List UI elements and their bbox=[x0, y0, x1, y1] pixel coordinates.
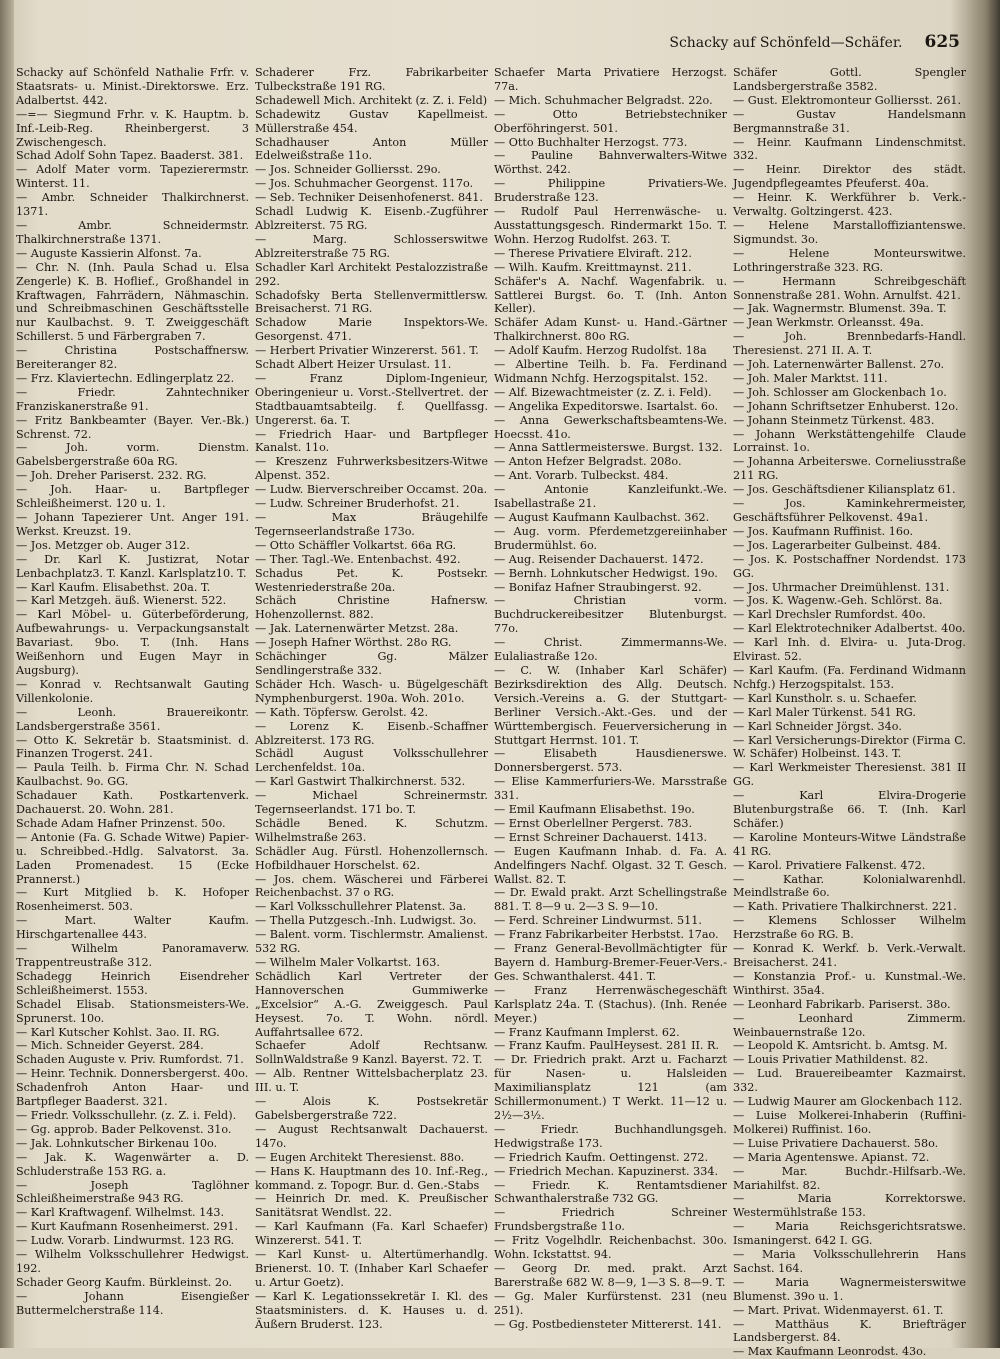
directory-entry: — Helene Marstalloffiziantenswe. Sigmundst. 3o. bbox=[733, 218, 966, 246]
directory-entry: Schadel Elisab. Stationsmeisters-We. Sprunerst. 10o. bbox=[16, 997, 249, 1025]
directory-entry: — Ambr. Schneider Thalkirchnerst. 1371. bbox=[16, 191, 249, 219]
directory-entry: — Joh. Schlosser am Glockenbach 1o. bbox=[733, 385, 947, 399]
directory-entry: — Leonhard Fabrikarb. Pariserst. 38o. bbox=[733, 997, 951, 1011]
directory-entry: — Karl Versicherungs-Direktor (Firma C. W. Schäfer) Holbeinst. 143. T. bbox=[733, 733, 966, 761]
directory-entry: — Ther. Tagl.-We. Entenbachst. 492. bbox=[255, 552, 461, 566]
directory-entry: — Kurt Kaufmann Rosenheimerst. 291. bbox=[16, 1220, 239, 1234]
directory-entry: Schadauer Kath. Postkartenverk. Dachauerst. 20. Wohn. 281. bbox=[16, 789, 249, 817]
directory-entry: — Karl Möbel- u. Güterbeförderung, Aufbewahrungs- u. Verpackungsanstalt Bavariast. 9bo. T. (Inh. Hans Weißenhorn und Eugen Mayr in Augsburg). bbox=[16, 608, 249, 677]
directory-entry: — Philippine Privatiers-We. Bruderstraße 123. bbox=[494, 177, 727, 205]
directory-entry: Schädl August Volksschullehrer Lerchenfeldst. 10a. bbox=[255, 747, 488, 775]
page-number: 625 bbox=[924, 32, 960, 52]
directory-entry: — Friedr. Buchhandlungsgeh. Hedwigstraße 173. bbox=[494, 1122, 727, 1150]
directory-entry: — Johanna Arbeiterswe. Corneliusstraße 211 RG. bbox=[733, 455, 966, 483]
directory-entry: Schadl Ludwig K. Eisenb.-Zugführer Ablzreiterst. 75 RG. bbox=[255, 205, 488, 232]
directory-entry: — Friedrich Haar- und Bartpfleger Kanalst. 11o. bbox=[255, 427, 488, 455]
directory-entry: — Elise Kammerfuriers-We. Marsstraße 331. bbox=[494, 775, 727, 803]
directory-entry: — Heinr. Technik. Donnersbergerst. 40o. bbox=[16, 1067, 249, 1081]
directory-entry: Schadofsky Berta Stellenvermittlersw. Breisacherst. 71 RG. bbox=[255, 288, 488, 316]
directory-entry: — Alf. Bizewachtmeister (z. Z. i. Feld). bbox=[494, 385, 712, 399]
directory-entry: — Jak. Lohnkutscher Birkenau 10o. bbox=[16, 1136, 218, 1150]
directory-entry: — Ambr. Schneidermstr. Thalkirchnerstraße 1371. bbox=[16, 218, 249, 246]
directory-entry: — Friedrich Mechan. Kapuzinerst. 334. bbox=[494, 1164, 719, 1178]
directory-entry: — Jak. K. Wagenwärter a. D. Schluderstraße 153 RG. a. bbox=[16, 1150, 249, 1178]
directory-entry: Schadenfroh Anton Haar- und Bartpfleger Baaderst. 321. bbox=[16, 1081, 249, 1109]
directory-entry: — Friedrich Schreiner Frundsbergstraße 11o. bbox=[494, 1206, 727, 1234]
directory-entry: — Maria Agentenswe. Apianst. 72. bbox=[733, 1150, 930, 1164]
directory-entry: — Leonhard Zimmerm. Weinbauernstraße 12o. bbox=[733, 1011, 966, 1039]
directory-entry: — Jos. Kaufmann Ruffinist. 16o. bbox=[733, 524, 914, 538]
directory-entry: — Johann Eisengießer Buttermelcherstraße 114. bbox=[16, 1289, 249, 1317]
directory-entry: — Christina Postschaffnersw. Bereiteranger 82. bbox=[16, 344, 249, 372]
directory-entry: — Chr. N. (Inh. Paula Schad u. Elsa Zengerle) K. B. Hoflief., Großhandel in Kraftwagen, Fahrrädern, Nähmaschin. und Schreibmaschinen Geschäftsstelle nur Kaulbachst. 9. T. Zweiggeschäft Schillerst. 5 und Färbergraben 7. bbox=[16, 260, 249, 344]
directory-entry: — Fritz Bankbeamter (Bayer. Ver.-Bk.) Schrenst. 72. bbox=[16, 413, 249, 441]
running-title: Schacky auf Schönfeld—Schäfer. bbox=[669, 35, 903, 51]
directory-entry: — Jos. Schneider Golliersst. 29o. bbox=[255, 163, 441, 177]
directory-entry: — Karl Inh. d. Elvira- u. Juta-Drog. Elvirast. 52. bbox=[733, 636, 966, 664]
directory-entry: — Heinr. Kaufmann Lindenschmitst. 332. bbox=[733, 135, 966, 163]
directory-entry: — Karl Schneider Jörgst. 34o. bbox=[733, 719, 902, 733]
directory-entry: Schadhauser Anton Müller Edelweißstraße 11o. bbox=[255, 135, 488, 163]
directory-entry: — Karl Kunstholr. s. u. Schaefer. bbox=[733, 691, 917, 705]
directory-entry: — Albertine Teilh. b. Fa. Ferdinand Widmann Nchfg. Herzogspitalst. 152. bbox=[494, 358, 727, 385]
directory-entry: — Aug. Reisender Dachauerst. 1472. bbox=[494, 552, 704, 566]
directory-entry: — August Kaufmann Kaulbachst. 362. bbox=[494, 511, 710, 524]
page-header bbox=[600, 32, 960, 52]
directory-entry: Schächinger Gg. Mälzer Sendlingerstraße 332. bbox=[255, 650, 488, 677]
directory-entry: Schäch Christine Hafnersw. Hohenzollernst. 882. bbox=[255, 594, 488, 622]
directory-entry: Schadus Pet. K. Postsekr. Westenriederstraße 20a. bbox=[255, 566, 488, 594]
directory-entry: — Wilhelm Panoramaverw. Trappentreustraße 312. bbox=[16, 942, 249, 969]
directory-entry: — Herbert Privatier Winzererst. 561. T. bbox=[255, 344, 479, 358]
directory-entry: — Anton Hefzer Belgradst. 208o. bbox=[494, 455, 682, 469]
directory-entry: — Otto Betriebstechniker Oberföhringerst. 501. bbox=[494, 107, 727, 135]
directory-entry: — Lud. Brauereibeamter Kazmairst. 332. bbox=[733, 1067, 966, 1095]
directory-entry: — Karl Volksschullehrer Platenst. 3a. bbox=[255, 900, 467, 914]
directory-entry: — Heinr. K. Werkführer b. Verk.-Verwaltg. Goltzingerst. 423. bbox=[733, 191, 966, 219]
directory-entry: — Christian vorm. Buchdruckereibesitzer Blutenburgst. 77o. bbox=[494, 594, 727, 636]
directory-entry: — Mart. Walter Kaufm. Hirschgartenallee 443. bbox=[16, 914, 249, 942]
directory-entry: — Klemens Schlosser Wilhelm Herzstraße 6o RG. B. bbox=[733, 914, 966, 942]
directory-entry: — Jos. Metzger ob. Auger 312. bbox=[16, 538, 190, 552]
directory-entry: — Konstanzia Prof.- u. Kunstmal.-We. Winthirst. 35a4. bbox=[733, 969, 966, 997]
directory-entry: — Jos. Uhrmacher Dreimühlenst. 131. bbox=[733, 580, 950, 594]
directory-entry: — Gg. Maler Kurfürstenst. 231 (neu 251). bbox=[494, 1289, 727, 1317]
directory-entry: — Joseph Taglöhner Schleißheimerstraße 943 RG. bbox=[16, 1178, 249, 1206]
directory-entry: — Ant. Vorarb. Tulbeckst. 484. bbox=[494, 469, 669, 483]
directory-entry: — Jean Werkmstr. Orleansst. 49a. bbox=[733, 316, 924, 330]
directory-entry: Schacky auf Schönfeld Nathalie Frfr. v. Staatsrats- u. Minist.-Direktorswe. Erz. Adalbertst. 442. bbox=[16, 66, 249, 107]
directory-entry: — Antonie (Fa. G. Schade Witwe) Papier- u. Schreibbed.-Hdlg. Salvatorst. 3a. Laden Promenadest. 15 (Ecke Prannerst.) bbox=[16, 830, 249, 886]
directory-entry: Schädlich Karl Vertreter der Hannoverschen Gummiwerke „Excelsior“ A.-G. Zweiggesch. Paul Heysest. 7o. T. Wohn. nördl. Auffahrtsallee 672. bbox=[255, 969, 488, 1039]
directory-entry: Schäder Hch. Wasch- u. Bügelgeschäft Nymphenburgerst. 190a. Woh. 201o. bbox=[255, 677, 488, 705]
directory-entry: — Mar. Buchdr.-Hilfsarb.-We. Mariahilfst. 82. bbox=[733, 1164, 966, 1192]
directory-entry: — Bonifaz Hafner Straubingerst. 92. bbox=[494, 580, 702, 594]
directory-entry: — Kath. Töpfersw. Gerolst. 42. bbox=[255, 705, 429, 719]
directory-entry: — Max Bräugehilfe Tegernseerlandstraße 173o. bbox=[255, 511, 488, 538]
directory-entry: — Pauline Bahnverwalters-Witwe Wörthst. 242. bbox=[494, 149, 727, 177]
directory-entry: — Auguste Kassierin Alfonst. 7a. bbox=[16, 246, 202, 260]
directory-entry: — Konrad v. Rechtsanwalt Gauting Villenkolonie. bbox=[16, 677, 249, 705]
directory-entry: Schaefer Marta Privatiere Herzogst. 77a. bbox=[494, 66, 727, 93]
directory-entry: — Gg. approb. Bader Pelkovenst. 31o. bbox=[16, 1122, 232, 1136]
directory-entry: — Karl Gastwirt Thalkirchnerst. 532. bbox=[255, 775, 466, 789]
directory-entry: — Karoline Monteurs-Witwe Ländstraße 41 RG. bbox=[733, 830, 966, 858]
directory-entry: — Ludwig Maurer am Glockenbach 112. bbox=[733, 1095, 963, 1109]
directory-entry: — Franz Kaufm. PaulHeysest. 281 II. R. bbox=[494, 1039, 720, 1053]
directory-entry: — Karl Elektrotechniker Adalbertst. 40o. bbox=[733, 622, 966, 636]
directory-entry: — Karl Kraftwagenf. Wilhelmst. 143. bbox=[16, 1206, 225, 1220]
directory-entry: — Joh. Haar- u. Bartpfleger Schleißheimerst. 120 u. 1. bbox=[16, 483, 249, 511]
directory-entry: — Eugen Architekt Theresienst. 88o. bbox=[255, 1150, 465, 1164]
directory-entry: — Max Kaufmann Leonrodst. 43o. bbox=[733, 1345, 927, 1359]
directory-entry: — Wilh. Kaufm. Kreittmaynst. 211. bbox=[494, 260, 692, 274]
directory-entry: — Paula Teilh. b. Firma Chr. N. Schad Kaulbachst. 9o. GG. bbox=[16, 761, 249, 789]
directory-entry: — Franz Diplom-Ingenieur, Oberingenieur u. Vorst.-Stellvertret. der Stadtbauamtsabteilg. f. Quellfassg. Ungererst. 6a. T. bbox=[255, 371, 488, 427]
directory-entry: — Karl Kaufm. Elisabethst. 20a. T. bbox=[16, 580, 211, 594]
directory-entry: — Therese Privatiere Elviraft. 212. bbox=[494, 246, 692, 260]
directory-entry: — Joh. Laternenwärter Ballenst. 27o. bbox=[733, 358, 945, 372]
directory-entry: — Christ. Zimmermanns-We. Eulaliastraße 12o. bbox=[494, 636, 727, 664]
directory-entry: — Jos. Schuhmacher Georgenst. 117o. bbox=[255, 177, 474, 191]
directory-entry: — Balent. vorm. Tischlermstr. Amalienst. 532 RG. bbox=[255, 928, 488, 956]
directory-entry: Schad Adolf Sohn Tapez. Baaderst. 381. bbox=[16, 149, 244, 163]
directory-entry: — Wilhelm Volksschullehrer Hedwigst. 192. bbox=[16, 1248, 249, 1275]
directory-entry: — Emil Kaufmann Elisabethst. 19o. bbox=[494, 803, 695, 817]
directory-entry: — Ernst Oberlellner Pergerst. 783. bbox=[494, 816, 693, 830]
directory-entry: — Gust. Elektromonteur Golliersst. 261. bbox=[733, 93, 962, 107]
directory-entry: — Karl Werkmeister Theresienst. 381 II GG. bbox=[733, 761, 966, 789]
directory-entry: — Jos. K. Wagenw.-Geh. Schlörst. 8a. bbox=[733, 594, 943, 608]
page-binding-edge bbox=[0, 0, 14, 1348]
directory-entry: — Leonh. Brauereikontr. Landsbergerstraße 3561. bbox=[16, 705, 249, 733]
directory-entry: — Leopold K. Amtsricht. b. Amtsg. M. bbox=[733, 1039, 948, 1053]
directory-entry: — Matthäus K. Briefträger Landsbergerst. 84. bbox=[733, 1317, 966, 1345]
directory-entry: Schäfer's A. Nachf. Wagenfabrik. u. Sattlerei Burgst. 6o. T. (Inh. Anton Keller). bbox=[494, 274, 727, 316]
directory-entry: — Anna Sattlermeisterswe. Burgst. 132. bbox=[494, 441, 723, 455]
directory-entry: — Fritz Vogelhdlr. Reichenbachst. 30o. Wohn. Ickstattst. 94. bbox=[494, 1234, 727, 1262]
directory-entry: — Maria Korrektorswe. Westermühlstraße 153. bbox=[733, 1192, 966, 1220]
directory-entry: — Karl Kaufm. (Fa. Ferdinand Widmann Nchfg.) Herzogspitalst. 153. bbox=[733, 663, 966, 691]
directory-entry: — Johann Steinmetz Türkenst. 483. bbox=[733, 413, 935, 427]
directory-entry: — Maria Wagnermeisterswitwe Blumenst. 39o u. 1. bbox=[733, 1275, 966, 1303]
directory-entry: — Otto Buchhalter Herzogst. 773. bbox=[494, 135, 688, 149]
directory-entry: Schädler Aug. Fürstl. Hohenzollernsch. Hofbildhauer Horschelst. 62. bbox=[255, 844, 488, 872]
directory-entry: — Gg. Postbediensteter Mittererst. 141. bbox=[494, 1317, 722, 1331]
directory-entry: — Alb. Rentner Wittelsbacherplatz 23. III. u. T. bbox=[255, 1067, 488, 1095]
directory-entry: — Seb. Techniker Deisenhofenerst. 841. bbox=[255, 191, 483, 205]
directory-entry: Schader Georg Kaufm. Bürkleinst. 2o. bbox=[16, 1275, 233, 1289]
directory-entry: Schadewitz Gustav Kapellmeist. Müllerstraße 454. bbox=[255, 107, 488, 135]
directory-entry: — Joh. Dreher Pariserst. 232. RG. bbox=[16, 469, 207, 483]
directory-entry: — Mich. Schuhmacher Belgradst. 22o. bbox=[494, 93, 713, 107]
directory-entry: Schadegg Heinrich Eisendreher Schleißheimerst. 1553. bbox=[16, 969, 249, 997]
directory-entry: — Mich. Schneider Geyerst. 284. bbox=[16, 1039, 204, 1053]
directory-entry: — Joh. Brennbedarfs-Handl. Theresienst. 271 II. A. T. bbox=[733, 330, 966, 358]
directory-entry: — Michael Schreinermstr. Tegernseerlandst. 171 bo. T. bbox=[255, 789, 488, 817]
directory-entry: — Maria Volksschullehrerin Hans Sachst. 164. bbox=[733, 1248, 966, 1275]
directory-entry: — Franz Fabrikarbeiter Herbstst. 17ao. bbox=[494, 928, 719, 942]
directory-entry: — Karl Kaufmann (Fa. Karl Schaefer) Winzererst. 541. T. bbox=[255, 1220, 488, 1248]
directory-entry: — Karl Kunst- u. Altertümerhandlg. Brienerst. 10. T. (Inhaber Karl Schaefer u. Artur Goetz). bbox=[255, 1248, 488, 1289]
directory-entry: — Hans K. Hauptmann des 10. Inf.-Reg., kommand. z. Topogr. Bur. d. Gen.-Stabs bbox=[255, 1164, 488, 1192]
directory-entry: — Karl Kutscher Kohlst. 3ao. II. RG. bbox=[16, 1025, 220, 1039]
directory-entry: — Louis Privatier Mathildenst. 82. bbox=[733, 1053, 929, 1067]
directory-entry: — Jak. Laternenwärter Metzst. 28a. bbox=[255, 622, 459, 636]
directory-entry: — Konrad K. Werkf. b. Verk.-Verwalt. Breisacherst. 241. bbox=[733, 942, 966, 969]
directory-entry: — Bernh. Lohnkutscher Hedwigst. 19o. bbox=[494, 566, 718, 580]
directory-entry: — Jak. Wagnermstr. Blumenst. 39a. T. bbox=[733, 302, 947, 316]
directory-entry: — Ferd. Schreiner Lindwurmst. 511. bbox=[494, 914, 702, 928]
directory-entry: — Jos. Lagerarbeiter Gulbeinst. 484. bbox=[733, 538, 941, 552]
directory-entry: — Kreszenz Fuhrwerksbesitzers-Witwe Alpenst. 352. bbox=[255, 455, 488, 483]
directory-entry: — Rudolf Paul Herrenwäsche- u. Ausstattungsgesch. Rindermarkt 15o. T. Wohn. Herzog Rudolfst. 263. T. bbox=[494, 205, 727, 246]
directory-entry: Schadt Albert Heizer Ursulast. 11. bbox=[255, 358, 452, 372]
directory-entry: — Georg Dr. med. prakt. Arzt Barerstraße 682 W. 8—9, 1—3 S. 8—9. T. bbox=[494, 1261, 727, 1289]
directory-entry: — Antonie Kanzleifunkt.-We. Isabellastraße 21. bbox=[494, 483, 727, 511]
directory-entry: — Lorenz K. Eisenb.-Schaffner Ablzreiterst. 173 RG. bbox=[255, 719, 488, 747]
directory-entry: Schaderer Frz. Fabrikarbeiter Tulbeckstraße 191 RG. bbox=[255, 66, 488, 93]
directory-entry: Schaefer Adolf Rechtsanw. SollnWaldstraße 9 Kanzl. Bayerst. 72. T. bbox=[255, 1039, 488, 1067]
directory-entry: — Adolf Mater vorm. Tapezierermstr. Winterst. 11. bbox=[16, 163, 249, 191]
directory-entry: — Gustav Handelsmann Bergmannstraße 31. bbox=[733, 107, 966, 135]
directory-entry: — Johann Werkstättengehilfe Claude Lorrainst. 1o. bbox=[733, 427, 966, 455]
directory-entry: — Joseph Hafner Wörthst. 28o RG. bbox=[255, 636, 452, 650]
directory-entry: —=— Siegmund Frhr. v. K. Hauptm. b. Inf.-Leib-Reg. Rheinbergerst. 3 Zwischengesch. bbox=[16, 107, 249, 149]
directory-entry: — Ludw. Vorarb. Lindwurmst. 123 RG. bbox=[16, 1234, 235, 1248]
directory-entry: — Kurt Mitglied b. K. Hofoper Rosenheimerst. 503. bbox=[16, 886, 249, 914]
directory-entry: — Karl Maler Türkenst. 541 RG. bbox=[733, 705, 916, 719]
directory-entry: — Franz Herrenwäschegeschäft Karlsplatz 24a. T. (Stachus). (Inh. Renée Meyer.) bbox=[494, 983, 727, 1025]
directory-entry: — Franz Kaufmann Implerst. 62. bbox=[494, 1025, 680, 1039]
directory-columns bbox=[16, 66, 966, 1359]
directory-entry: — Marg. Schlosserswitwe Ablzreiterstraße 75 RG. bbox=[255, 232, 488, 260]
directory-entry: Schade Adam Hafner Prinzenst. 50o. bbox=[16, 816, 226, 830]
directory-entry: — Luise Molkerei-Inhaberin (Ruffini-Molkerei) Ruffinist. 16o. bbox=[733, 1108, 966, 1136]
directory-entry: — Hermann Schreibgeschäft Sonnenstraße 281. Wohn. Arnulfst. 421. bbox=[733, 274, 966, 302]
directory-entry: — Joh. Maler Marktst. 111. bbox=[733, 371, 888, 385]
directory-column-3 bbox=[494, 66, 727, 1336]
directory-entry: — Friedrich Kaufm. Oettingenst. 272. bbox=[494, 1150, 709, 1164]
directory-entry: — Jos. Geschäftsdiener Kiliansplatz 61. bbox=[733, 483, 956, 497]
directory-entry: — Joh. vorm. Dienstm. Gabelsbergerstraße 60a RG. bbox=[16, 441, 249, 469]
directory-entry: — Karol. Privatiere Falkenst. 472. bbox=[733, 858, 926, 872]
directory-column-4 bbox=[733, 66, 966, 1359]
directory-entry: — Elisabeth Hausdienerswe. Donnersbergerst. 573. bbox=[494, 747, 727, 775]
directory-entry: Schäfer Gottl. Spengler Landsbergerstraße 3582. bbox=[733, 66, 966, 93]
directory-entry: — Johann Tapezierer Unt. Anger 191. Werkst. Kreuzst. 19. bbox=[16, 511, 249, 538]
directory-entry: — Wilhelm Maler Volkartst. 163. bbox=[255, 956, 440, 969]
directory-entry: Schadewell Mich. Architekt (z. Z. i. Feld) bbox=[255, 93, 488, 107]
directory-entry: — Thella Putzgesch.-Inh. Ludwigst. 3o. bbox=[255, 914, 477, 928]
directory-entry: Schädle Bened. K. Schutzm. Wilhelmstraße 263. bbox=[255, 816, 488, 844]
directory-entry: — Jos. chem. Wäscherei und Färberei Reichenbachst. 37 o RG. bbox=[255, 872, 488, 900]
directory-column-2 bbox=[255, 66, 488, 1336]
directory-entry: — Franz General-Bevollmächtigter für Bayern d. Hamburg-Bremer-Feuer-Vers.-Ges. Schwanthalerst. 441. T. bbox=[494, 942, 727, 983]
directory-entry: — Maria Reichsgerichtsratswe. Ismaningerst. 642 I. GG. bbox=[733, 1220, 966, 1248]
directory-entry: — Frz. Klaviertechn. Edlingerplatz 22. bbox=[16, 371, 235, 385]
directory-entry: — Anna Gewerkschaftsbeamtens-We. Hoecsst. 41o. bbox=[494, 413, 727, 441]
directory-entry: — Jos. Kaminkehrermeister, Geschäftsführer Pelkovenst. 49a1. bbox=[733, 497, 966, 524]
directory-entry: — Dr. Ewald prakt. Arzt Schellingstraße 881. T. 8—9 u. 2—3 S. 9—10. bbox=[494, 886, 727, 914]
directory-entry: — Aug. vorm. Pferdemetzgereiinhaber Brudermühlst. 6o. bbox=[494, 524, 727, 552]
directory-entry: — Heinr. Direktor des städt. Jugendpflegeamtes Pfeuferst. 40a. bbox=[733, 163, 966, 191]
directory-entry: — Karl Metzgeh. äuß. Wienerst. 522. bbox=[16, 594, 227, 608]
directory-entry: — Ernst Schreiner Dachauerst. 1413. bbox=[494, 830, 707, 844]
directory-entry: — Dr. Friedrich prakt. Arzt u. Facharzt für Nasen- u. Halsleiden Maximiliansplatz 121 (am Schillermonument.) T Werkt. 11—12 u. 2½—3½. bbox=[494, 1053, 727, 1122]
directory-entry: Schäfer Adam Kunst- u. Hand.-Gärtner Thalkirchnerst. 80o RG. bbox=[494, 316, 727, 344]
directory-entry: — Kath. Privatiere Thalkirchnerst. 221. bbox=[733, 900, 957, 914]
directory-entry: — Karl Elvira-Drogerie Blutenburgstraße 66. T. (Inh. Karl Schäfer.) bbox=[733, 789, 966, 830]
directory-entry: Schaden Auguste v. Priv. Rumfordst. 71. bbox=[16, 1053, 244, 1067]
directory-entry: — Jos. K. Postschaffner Nordendst. 173 GG. bbox=[733, 552, 966, 580]
directory-entry: — Mart. Privat. Widenmayerst. 61. T. bbox=[733, 1303, 944, 1317]
directory-entry: — Karl K. Legationssekretär I. Kl. des Staatsministers. d. K. Hauses u. d. Äußern Bruderst. 123. bbox=[255, 1289, 488, 1331]
directory-entry: — Luise Privatiere Dachauerst. 58o. bbox=[733, 1136, 939, 1150]
directory-column-1 bbox=[16, 66, 249, 1336]
directory-entry: — August Rechtsanwalt Dachauerst. 147o. bbox=[255, 1122, 488, 1150]
directory-entry: — Otto Schäffler Volkartst. 66a RG. bbox=[255, 538, 457, 552]
directory-entry: — Heinrich Dr. med. K. Preußischer Sanitätsrat Wendlst. 22. bbox=[255, 1192, 488, 1220]
directory-entry: — Helene Monteurswitwe. Lothringerstraße 323. RG. bbox=[733, 246, 966, 274]
directory-entry: — Kathar. Kolonialwarenhdl. Meindlstraße 6o. bbox=[733, 872, 966, 900]
directory-entry: — Friedr. Volksschullehr. (z. Z. i. Feld). bbox=[16, 1108, 237, 1122]
directory-entry: — Angelika Expeditorswe. Isartalst. 6o. bbox=[494, 399, 719, 413]
directory-entry: — C. W. (Inhaber Karl Schäfer) Bezirksdirektion des Allg. Deutsch. Versich.-Vereins a. G. der Stuttgart-Berliner Versich.-Akt.-Ges. und der Württembergisch. Feuerversicherung in Stuttgart Herrnst. 101. T. bbox=[494, 663, 727, 747]
directory-entry: Schadow Marie Inspektors-We. Gesorgenst. 471. bbox=[255, 316, 488, 344]
directory-entry: — Adolf Kaufm. Herzog Rudolfst. 18a bbox=[494, 344, 707, 358]
directory-entry: — Ludw. Bierverschreiber Occamst. 20a. bbox=[255, 483, 488, 497]
directory-entry: — Johann Schriftsetzer Enhuberst. 12o. bbox=[733, 399, 959, 413]
directory-entry: — Alois K. Postsekretär Gabelsbergerstraße 722. bbox=[255, 1095, 488, 1122]
directory-entry: — Friedr. Zahntechniker Franziskanerstraße 91. bbox=[16, 385, 249, 413]
directory-entry: — Eugen Kaufmann Inhab. d. Fa. A. Andelfingers Nachf. Olgast. 32 T. Gesch. Wallst. 82. T. bbox=[494, 844, 727, 886]
directory-entry: — Otto K. Sekretär b. Staatsminist. d. Finanzen Trogerst. 241. bbox=[16, 733, 249, 761]
directory-entry: — Karl Drechsler Rumfordst. 40o. bbox=[733, 608, 926, 622]
directory-entry: Schadler Karl Architekt Pestalozzistraße 292. bbox=[255, 260, 488, 288]
directory-entry: — Friedr. K. Rentamtsdiener Schwanthalerstraße 732 GG. bbox=[494, 1178, 727, 1206]
directory-entry: — Ludw. Schreiner Bruderhofst. 21. bbox=[255, 497, 460, 511]
directory-entry: — Dr. Karl K. Justizrat, Notar Lenbachplatz3. T. Kanzl. Karlsplatz10. T. bbox=[16, 552, 249, 580]
